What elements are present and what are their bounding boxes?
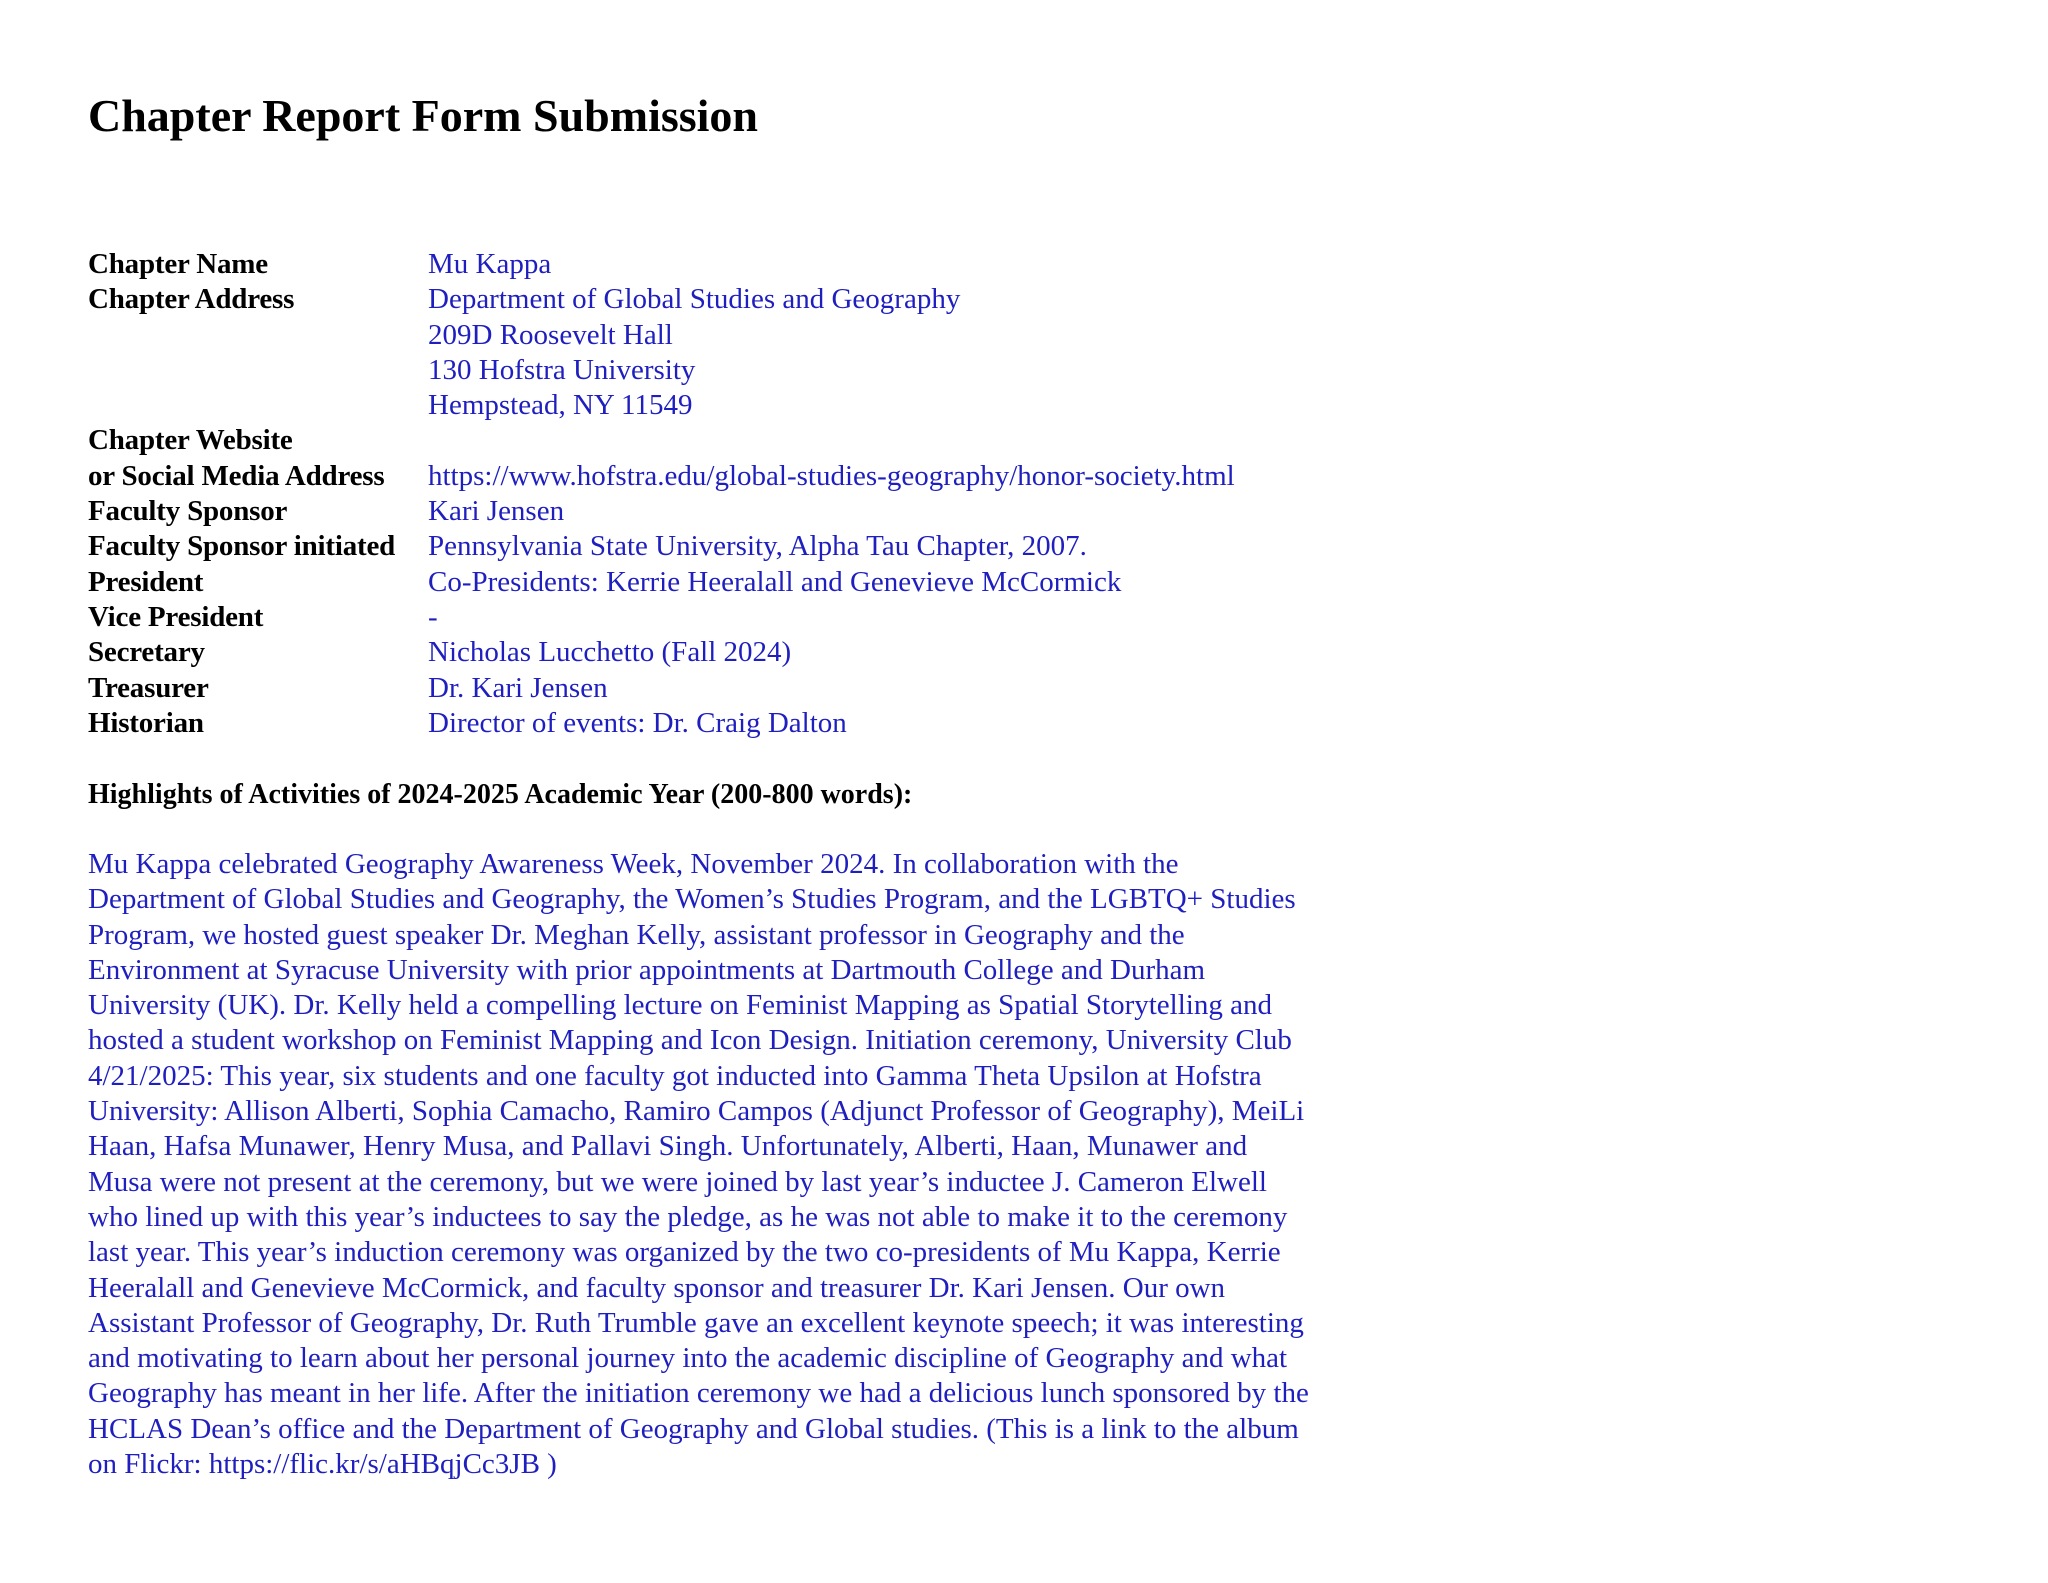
- field-faculty-sponsor: [88, 494, 1588, 529]
- highlights-line: University: Allison Alberti, Sophia Camacho, Ramiro Campos (Adjunct Professor of Geography), MeiLi: [88, 1095, 1305, 1128]
- field-value: -: [428, 600, 438, 633]
- field-chapter-address: [88, 282, 1588, 423]
- field-label: Historian: [88, 706, 204, 739]
- website-link[interactable]: https://www.hofstra.edu/global-studies-geography/honor-society.html: [428, 459, 1235, 492]
- address-line: 130 Hofstra University: [428, 353, 696, 386]
- field-value: Kari Jensen: [428, 495, 565, 528]
- highlights-line: Heeralall and Genevieve McCormick, and faculty sponsor and treasurer Dr. Kari Jensen. Our own: [88, 1271, 1226, 1304]
- field-chapter-website: [88, 459, 1588, 494]
- highlights-line: Department of Global Studies and Geography, the Women’s Studies Program, and the LGBTQ+ Studies: [88, 883, 1296, 916]
- field-label: Chapter Address: [88, 283, 295, 316]
- field-chapter-name: [88, 247, 1588, 282]
- highlights-line: HCLAS Dean’s office and the Department of Geography and Global studies. (This is a link to the album: [88, 1412, 1299, 1445]
- field-treasurer: [88, 671, 1588, 706]
- highlights-line: hosted a student workshop on Feminist Mapping and Icon Design. Initiation ceremony, University Club: [88, 1024, 1292, 1057]
- field-value: Mu Kappa: [428, 248, 552, 280]
- field-label: Secretary: [88, 636, 205, 669]
- field-label: Treasurer: [88, 671, 209, 704]
- field-vice-president: [88, 600, 1588, 635]
- highlights-body: [88, 847, 1508, 1482]
- field-value: [428, 282, 1588, 423]
- field-value: Dr. Kari Jensen: [428, 671, 608, 704]
- field-value: Pennsylvania State University, Alpha Tau Chapter, 2007.: [428, 530, 1087, 563]
- field-label: or Social Media Address: [88, 459, 385, 492]
- field-value: Nicholas Lucchetto (Fall 2024): [428, 636, 792, 669]
- field-chapter-website-label-line: [88, 423, 1588, 458]
- highlights-line: Program, we hosted guest speaker Dr. Meghan Kelly, assistant professor in Geography and the: [88, 918, 1185, 951]
- address-line: Hempstead, NY 11549: [428, 389, 693, 422]
- address-line: 209D Roosevelt Hall: [428, 318, 673, 351]
- highlights-line: 4/21/2025: This year, six students and one faculty got inducted into Gamma Theta Upsilon at Hofstra: [88, 1059, 1262, 1092]
- highlights-line: Environment at Syracuse University with prior appointments at Dartmouth College and Durham: [88, 953, 1206, 986]
- field-secretary: [88, 635, 1588, 670]
- highlights-line: Haan, Hafsa Munawer, Henry Musa, and Pallavi Singh. Unfortunately, Alberti, Haan, Munawer and: [88, 1130, 1248, 1163]
- field-historian: [88, 706, 1588, 741]
- highlights-line: University (UK). Dr. Kelly held a compelling lecture on Feminist Mapping as Spatial Storytelling and: [88, 989, 1272, 1022]
- field-value: Co-Presidents: Kerrie Heeralall and Genevieve McCormick: [428, 565, 1122, 598]
- field-president: [88, 565, 1588, 600]
- highlights-line: Assistant Professor of Geography, Dr. Ruth Trumble gave an excellent keynote speech; it was interesting: [88, 1306, 1304, 1339]
- highlights-line: on Flickr: https://flic.kr/s/aHBqjCc3JB ): [88, 1448, 557, 1481]
- field-value: Director of events: Dr. Craig Dalton: [428, 706, 847, 739]
- field-label: President: [88, 565, 204, 598]
- highlights-line: Geography has meant in her life. After the initiation ceremony we had a delicious lunch sponsored by the: [88, 1377, 1309, 1410]
- field-faculty-sponsor-initiated: [88, 529, 1588, 564]
- highlights-line: who lined up with this year’s inductees to say the pledge, as he was not able to make it to the ceremony: [88, 1200, 1288, 1233]
- highlights-line: Musa were not present at the ceremony, but we were joined by last year’s inductee J. Cameron Elwell: [88, 1165, 1267, 1198]
- page-title: Chapter Report Form Submission: [88, 90, 759, 141]
- field-label: Vice President: [88, 600, 264, 633]
- highlights-heading: Highlights of Activities of 2024-2025 Academic Year (200-800 words):: [88, 779, 913, 810]
- address-line: Department of Global Studies and Geography: [428, 283, 961, 316]
- field-label: Chapter Website: [88, 424, 293, 457]
- field-label: Chapter Name: [88, 248, 268, 280]
- chapter-fields: [88, 247, 1588, 741]
- highlights-line: last year. This year’s induction ceremony was organized by the two co-presidents of Mu Kappa, Kerrie: [88, 1236, 1281, 1269]
- field-label: Faculty Sponsor initiated: [88, 530, 396, 563]
- field-label: Faculty Sponsor: [88, 495, 288, 528]
- highlights-line: and motivating to learn about her personal journey into the academic discipline of Geography and what: [88, 1342, 1288, 1375]
- highlights-line: Mu Kappa celebrated Geography Awareness Week, November 2024. In collaboration with the: [88, 848, 1179, 880]
